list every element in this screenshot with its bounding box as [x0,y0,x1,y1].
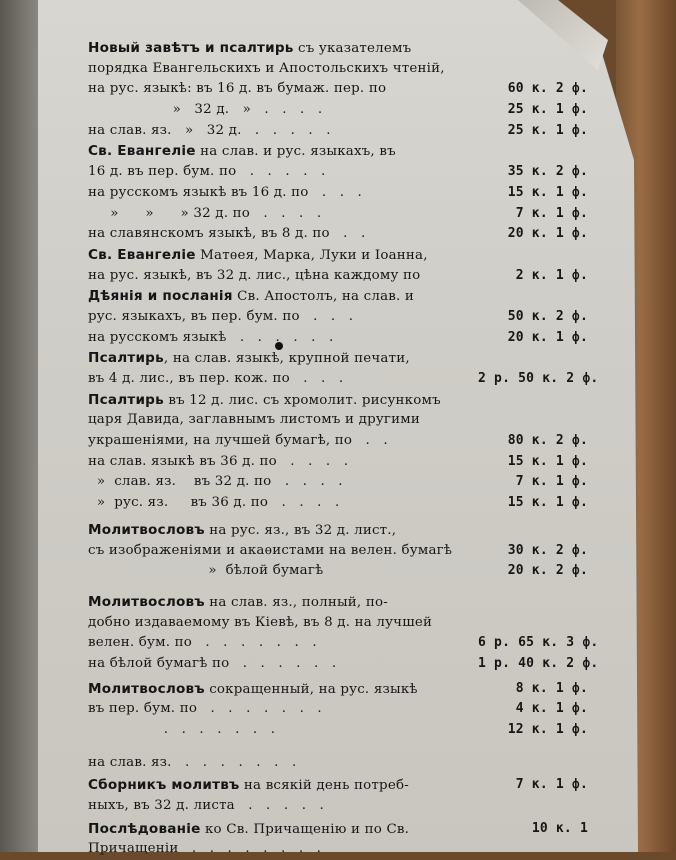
list-line [88,699,588,720]
book-details: въ пер. бум. по . . . . . . . [88,701,322,717]
line-description [88,390,441,412]
entry-gap [88,582,588,592]
book-title: Послѣдованіе [88,820,201,837]
line-description [88,839,321,860]
book-title: Новый завѣтъ и псалтирь [88,40,294,56]
book-details: на рус. языкѣ, въ 32 д. лис., цѣна каждому по [88,267,421,283]
line-description [88,720,275,741]
book-details: Причащеніи . . . . . . . . [88,841,322,857]
book-title: Св. Евангеліе [88,246,196,263]
book-title: Св. Евангеліе [88,143,196,160]
list-line [88,390,588,411]
book-title: Дѣянія и посланія [88,288,233,305]
book-details: ко Св. Причащенію и по Св. [200,821,410,837]
book-details: Матѳея, Марка, Луки и Іоанна, [195,247,428,263]
list-line [88,204,588,225]
list-line [88,493,588,514]
line-description [88,520,396,542]
price-label: 8 к. 1 ф. [515,680,588,696]
line-description [88,307,353,328]
book-details: на слав. яз., полный, по- [204,594,388,610]
book-details: на русскомъ языкѣ въ 16 д. по . . . [88,184,362,200]
book-details: на слав. и рус. языкахъ, въ [195,144,396,160]
price-label: 15 к. 1 ф. [507,453,588,469]
book-details: на всякій день потреб- [239,778,409,794]
line-description [88,38,411,60]
book-title: Псалтирь [88,350,164,367]
price-label: 12 к. 1 ф. [507,722,588,737]
book-details: царя Давида, заглавнымъ листомъ и другими [88,412,421,428]
line-description [88,679,418,701]
book-details: Св. Апостолъ, на слав. и [232,289,415,305]
book-details: » рус. яз. въ 36 д. по . . . . [88,495,340,511]
entry-gap [88,741,588,753]
list-line [88,100,588,121]
book-details: въ 4 д. лис., въ пер. кож. по . . . [88,371,344,386]
line-description [88,224,365,245]
line-description [88,472,343,493]
line-description [88,699,322,720]
price-label: 15 к. 1 ф. [507,184,588,200]
book-title: Сборникъ молитвъ [88,777,240,794]
book-details: » слав. яз. въ 32 д. по . . . . [88,474,343,490]
list-line [88,307,588,328]
list-line [88,613,588,634]
list-line [88,183,588,204]
price-label: 60 к. 2 ф. [507,81,588,97]
book-details: » бѣлой бумагѣ [88,563,324,579]
price-label: 50 к. 2 ф. [507,308,588,324]
book-details: велен. бум. по . . . . . . . [88,635,317,651]
book-details: добно издаваемому въ Кіевѣ, въ 8 д. на лучшей [88,614,433,630]
line-description [88,121,331,142]
line-description [88,753,296,774]
list-line [88,452,588,473]
list-line [88,720,588,741]
book-details: сокращенный, на рус. языкѣ [204,681,418,697]
line-description [88,541,452,562]
list-line [88,520,588,541]
left-page-edge [0,0,40,852]
line-description [88,592,388,614]
price-label: 20 к. 1 ф. [507,226,588,242]
price-label: 20 к. 2 ф. [507,563,588,579]
book-details: съ указателемъ [293,41,412,56]
book-details: съ изображеніями и акаѳистами на велен. бумагѣ [88,542,453,558]
book-title: Молитвословъ [88,521,205,538]
line-description [88,410,420,431]
list-line [88,141,588,162]
line-description [88,162,326,183]
book-details: на русскомъ языкѣ . . . . . . [88,329,334,345]
book-details: на слав. яз. » 32 д. . . . . . [88,122,331,138]
book-details: » 32 д. » . . . . [88,102,323,118]
list-line [88,775,588,796]
list-line [88,59,588,80]
book-details: на рус. языкѣ: въ 16 д. въ бумаж. пер. по [88,81,387,97]
book-details: на рус. яз., въ 32 д. лист., [204,522,397,538]
book-details: » » » 32 д. по . . . . [88,205,322,221]
line-description [88,452,348,473]
book-details: на бѣлой бумагѣ по . . . . . . [88,655,337,671]
line-description [88,561,323,582]
list-line [88,753,588,774]
line-description [88,59,445,80]
line-description [88,493,339,514]
list-line [88,541,588,562]
list-line [88,224,588,245]
line-description [88,613,432,634]
line-description [88,775,409,797]
line-description [88,204,321,225]
book-details: на слав. языкѣ въ 36 д. по . . . . [88,453,349,469]
price-label: 15 к. 1 ф. [507,495,588,511]
book-title: Молитвословъ [88,680,205,697]
book-details: рус. языкахъ, въ пер. бум. по . . . [88,308,354,324]
list-line [88,162,588,183]
list-line [88,654,599,675]
line-description [88,286,414,308]
price-label: 7 к. 1 ф. [515,777,588,793]
price-label: 2 к. 1 ф. [515,267,588,283]
list-line [88,410,588,431]
book-details: ныхъ, въ 32 д. листа . . . . . [88,798,324,814]
line-description [88,141,396,163]
list-line [88,839,588,860]
book-details: порядка Евангельскихъ и Апостольскихъ чтеній, [88,60,445,76]
price-label: 25 к. 1 ф. [507,102,588,118]
list-line [88,286,588,307]
line-description [88,245,428,267]
book-details: на славянскомъ языкѣ, въ 8 д. по . . [88,226,366,242]
book-details: . . . . . . . [88,722,276,737]
book-details: украшеніями, на лучшей бумагѣ, по . . [88,433,388,449]
price-label: 6 р. 65 к. 3 ф. [478,635,599,651]
book-details: на слав. яз. . . . . . . . [88,754,297,770]
price-label: 2 р. 50 к. 2 ф. [478,371,599,386]
price-label: 25 к. 1 ф. [507,122,588,138]
line-description [88,369,343,390]
list-line [88,592,588,613]
list-line [88,121,588,142]
price-list [88,38,599,860]
book-title: Молитвословъ [88,593,205,610]
line-description [88,328,333,349]
price-label: 4 к. 1 ф. [515,701,588,717]
book-details: , на слав. языкѣ, крупной печати, [163,351,410,367]
list-line [88,369,599,390]
line-description [88,348,410,370]
list-line [88,245,588,266]
line-description [88,100,322,121]
book-details: въ 12 д. лис. съ хромолит. рисункомъ [163,392,441,408]
line-description [88,654,336,675]
list-line [88,79,588,100]
line-description [88,183,362,204]
price-label: 1 р. 40 к. 2 ф. [478,655,599,671]
book-title: Псалтирь [88,391,164,408]
list-line [88,38,588,59]
list-line [88,796,588,817]
price-label: 7 к. 1 ф. [515,474,588,490]
price-label: 20 к. 1 ф. [507,329,588,345]
line-description [88,796,324,817]
price-label: 7 к. 1 ф. [515,205,588,221]
list-line [88,819,588,840]
list-line [88,561,588,582]
list-line [88,472,588,493]
list-line [88,266,588,287]
price-label: 10 к. 1 [531,820,588,836]
list-line [88,679,588,700]
price-label: 35 к. 2 ф. [507,164,588,180]
line-description [88,633,317,654]
list-line [88,348,588,369]
list-line [88,328,588,349]
list-line [88,431,588,452]
line-description [88,431,388,452]
book-details: 16 д. въ пер. бум. по . . . . . [88,164,326,180]
price-label: 80 к. 2 ф. [507,433,588,449]
line-description [88,819,409,841]
price-label: 30 к. 2 ф. [507,542,588,558]
list-line [88,633,599,654]
line-description [88,266,420,287]
line-description [88,79,386,100]
